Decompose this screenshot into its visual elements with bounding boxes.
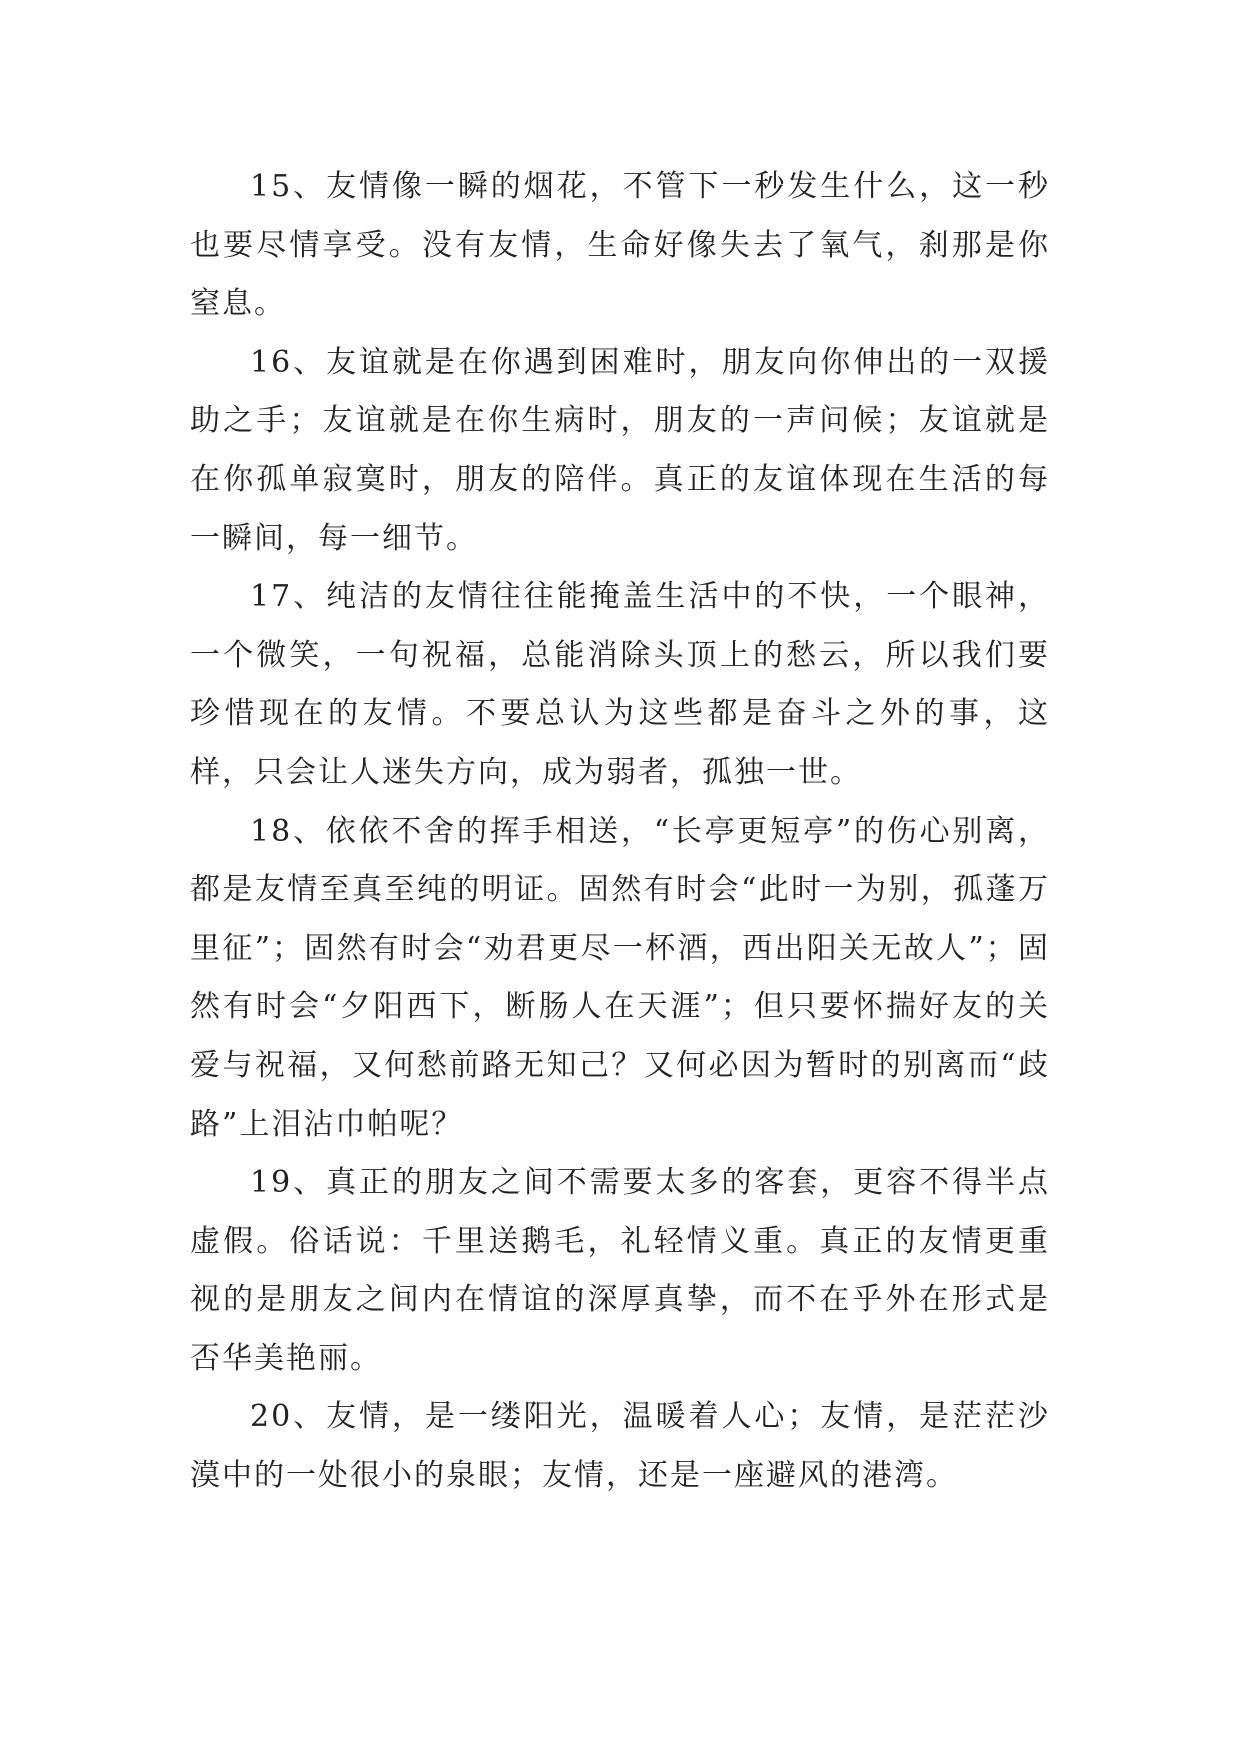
paragraph-18: 18、依依不舍的挥手相送，“长亭更短亭”的伤心别离，都是友情至真至纯的明证。固然有时会“此时一为别，孤蓬万里征”；固然有时会“劝君更尽一杯酒，西出阳关无故人”；固然有时会“夕阳西下，断肠人在天涯”；但只要怀揣好友的关爱与祝福，又何愁前路无知己？又何必因为暂时的别离而“歧路”上泪沾巾帕呢？: [190, 813, 1050, 1142]
paragraph-16: 16、友谊就是在你遇到困难时，朋友向你伸出的一双援助之手；友谊就是在你生病时，朋友的一声问候；友谊就是在你孤单寂寞时，朋友的陪伴。真正的友谊体现在生活的每一瞬间，每一细节。: [190, 344, 1050, 556]
paragraph-17: 17、纯洁的友情往往能掩盖生活中的不快，一个眼神，一个微笑，一句祝福，总能消除头顶上的愁云，所以我们要珍惜现在的友情。不要总认为这些都是奋斗之外的事，这样，只会让人迷失方向，成为弱者，孤独一世。: [190, 579, 1050, 790]
paragraph-20: 20、友情，是一缕阳光，温暖着人心；友情，是茫茫沙漠中的一处很小的泉眼；友情，还是一座避风的港湾。: [190, 1399, 1050, 1494]
document-body: [190, 158, 1050, 1506]
paragraph-19: 19、真正的朋友之间不需要太多的客套，更容不得半点虚假。俗话说：千里送鹅毛，礼轻情义重。真正的友情更重视的是朋友之间内在情谊的深厚真挚，而不在乎外在形式是否华美艳丽。: [190, 1165, 1050, 1376]
paragraph-15: 15、友情像一瞬的烟花，不管下一秒发生什么，这一秒也要尽情享受。没有友情，生命好像失去了氧气，刹那是你窒息。: [190, 169, 1050, 322]
